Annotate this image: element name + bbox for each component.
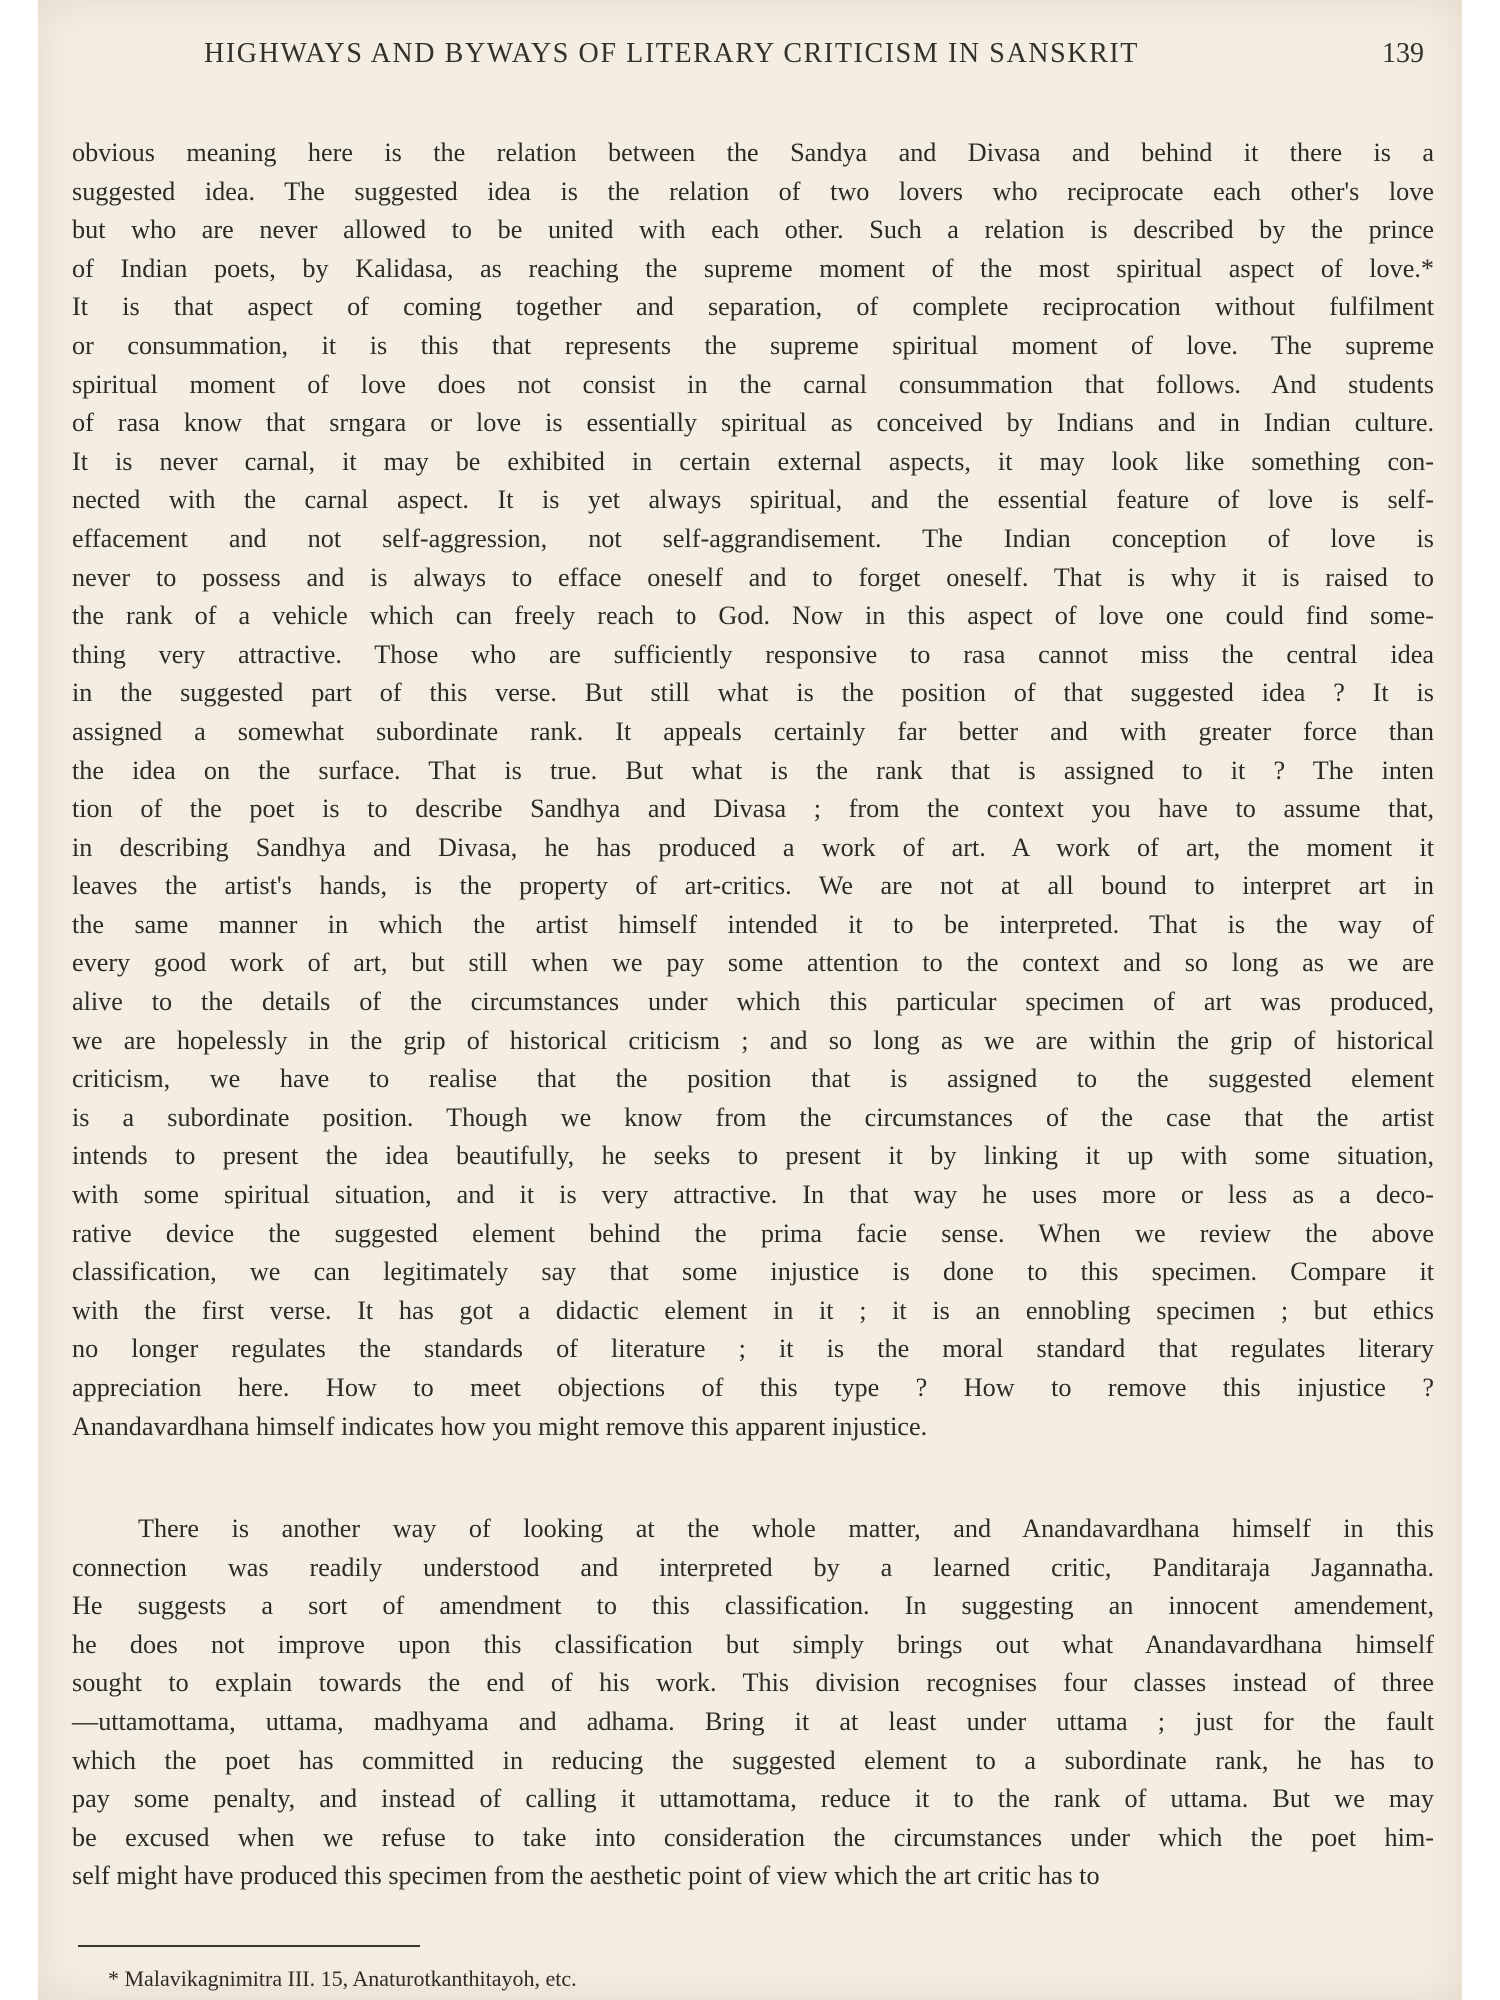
text-line: There is another way of looking at the whole matter, and Anandavardhana himself in this (138, 1514, 1434, 1543)
footnote: * Malavikagnimitra III. 15, Anaturotkanthitayoh, etc. (108, 1966, 577, 1991)
text-line: —uttamottama, uttama, madhyama and adhama. Bring it at least under uttama ; just for the fault (72, 1706, 1434, 1736)
text-line: the same manner in which the artist himself intended it to be interpreted. That is the way of (72, 909, 1434, 939)
text-line: we are hopelessly in the grip of historical criticism ; and so long as we are within the grip of historical (72, 1025, 1434, 1055)
running-title: HIGHWAYS AND BYWAYS OF LITERARY CRITICISM IN SANSKRIT (204, 38, 1139, 69)
body-paragraph-2 (72, 1510, 1434, 1896)
text-line: the rank of a vehicle which can freely reach to God. Now in this aspect of love one could find some- (72, 601, 1434, 631)
text-line: but who are never allowed to be united with each other. Such a relation is described by the prince (72, 215, 1434, 245)
text-line: of rasa know that srngara or love is essentially spiritual as conceived by Indians and in Indian culture. (72, 408, 1434, 438)
text-line: which the poet has committed in reducing the suggested element to a subordinate rank, he has to (72, 1745, 1434, 1775)
text-line: every good work of art, but still when we pay some attention to the context and so long as we are (72, 948, 1434, 978)
text-line: leaves the artist's hands, is the property of art-critics. We are not at all bound to interpret art in (72, 871, 1434, 901)
text-line: connection was readily understood and interpreted by a learned critic, Panditaraja Jagannatha. (72, 1552, 1434, 1582)
text-line: sought to explain towards the end of his work. This division recognises four classes instead of three (72, 1668, 1434, 1698)
text-line: spiritual moment of love does not consist in the carnal consummation that follows. And students (72, 369, 1434, 399)
text-line: It is never carnal, it may be exhibited in certain external aspects, it may look like something con- (72, 446, 1434, 476)
text-line: with the first verse. It has got a didactic element in it ; it is an ennobling specimen ; but ethics (72, 1295, 1434, 1325)
text-line: never to possess and is always to efface oneself and to forget oneself. That is why it is raised to (72, 562, 1434, 592)
text-line: criticism, we have to realise that the position that is assigned to the suggested element (72, 1064, 1434, 1094)
text-line: assigned a somewhat subordinate rank. It appeals certainly far better and with greater force than (72, 716, 1434, 746)
text-line: nected with the carnal aspect. It is yet always spiritual, and the essential feature of love is self- (72, 485, 1434, 515)
text-line: effacement and not self-aggression, not self-aggrandisement. The Indian conception of love is (72, 523, 1434, 553)
text-line: is a subordinate position. Though we know from the circumstances of the case that the artist (72, 1102, 1434, 1132)
text-line: he does not improve upon this classification but simply brings out what Anandavardhana himself (72, 1629, 1434, 1659)
text-line: no longer regulates the standards of literature ; it is the moral standard that regulates literary (72, 1334, 1434, 1364)
text-line: of Indian poets, by Kalidasa, as reaching the supreme moment of the most spiritual aspect of love.* (72, 253, 1434, 283)
text-line: thing very attractive. Those who are sufficiently responsive to rasa cannot miss the central idea (72, 639, 1434, 669)
text-line: tion of the poet is to describe Sandhya and Divasa ; from the context you have to assume that, (72, 794, 1434, 824)
text-line: It is that aspect of coming together and separation, of complete reciprocation without fulfilment (72, 292, 1434, 322)
text-line: or consummation, it is this that represents the supreme spiritual moment of love. The supreme (72, 330, 1434, 360)
text-line: appreciation here. How to meet objections of this type ? How to remove this injustice ? (72, 1373, 1434, 1402)
text-line: suggested idea. The suggested idea is the relation of two lovers who reciprocate each other's love (72, 176, 1434, 206)
page-header (38, 38, 1462, 78)
text-line: classification, we can legitimately say that some injustice is done to this specimen. Compare it (72, 1257, 1434, 1287)
text-line: Anandavardhana himself indicates how you might remove this apparent injustice. (72, 1411, 928, 1441)
page-number: 139 (1382, 38, 1424, 69)
text-line: with some spiritual situation, and it is very attractive. In that way he uses more or less as a deco- (72, 1180, 1434, 1210)
text-line: He suggests a sort of amendment to this classification. In suggesting an innocent amendement, (72, 1591, 1434, 1621)
body-paragraph-1 (72, 134, 1434, 1446)
book-page (38, 0, 1462, 2000)
text-line: pay some penalty, and instead of calling it uttamottama, reduce it to the rank of uttama. But we may (72, 1784, 1434, 1814)
text-line: in the suggested part of this verse. But still what is the position of that suggested idea ? It is (72, 678, 1434, 708)
text-line: in describing Sandhya and Divasa, he has produced a work of art. A work of art, the moment it (72, 832, 1434, 862)
text-line: intends to present the idea beautifully, he seeks to present it by linking it up with some situation, (72, 1141, 1434, 1171)
text-line: be excused when we refuse to take into consideration the circumstances under which the poet him- (72, 1822, 1434, 1852)
text-line: alive to the details of the circumstances under which this particular specimen of art was produced, (72, 987, 1434, 1017)
text-line: obvious meaning here is the relation between the Sandya and Divasa and behind it there is a (72, 138, 1434, 167)
text-line: self might have produced this specimen from the aesthetic point of view which the art critic has to (72, 1861, 1100, 1891)
text-line: the idea on the surface. That is true. But what is the rank that is assigned to it ? The inten (72, 755, 1434, 785)
text-line: rative device the suggested element behind the prima facie sense. When we review the above (72, 1218, 1434, 1248)
footnote-rule (78, 1945, 420, 1947)
